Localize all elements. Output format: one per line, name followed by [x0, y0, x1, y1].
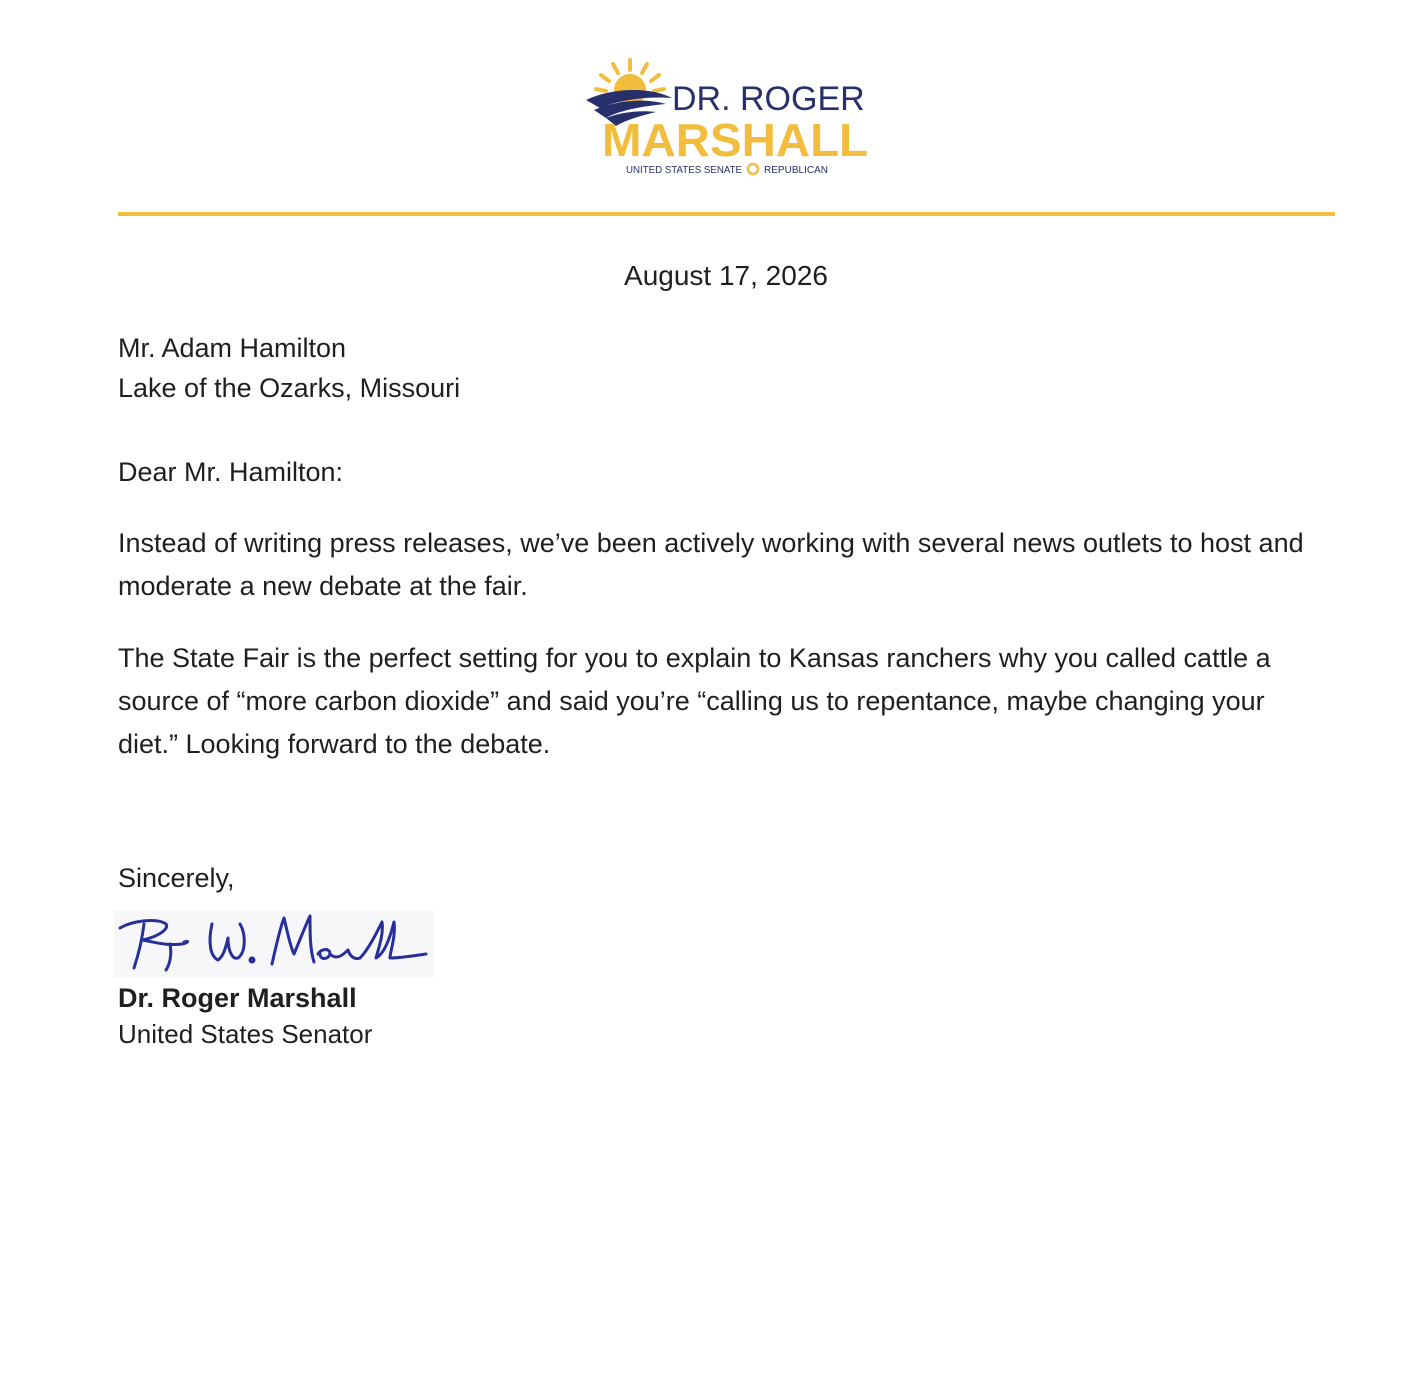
logo-line1: DR. ROGER	[672, 80, 865, 118]
letter-date: August 17, 2026	[624, 260, 828, 291]
body-paragraph-1: Instead of writing press releases, we’ve been actively working with several news outlets to host and moderate a new debate at the fair.	[118, 528, 1304, 601]
signer-name: Dr. Roger Marshall	[118, 983, 357, 1013]
logo-line2: MARSHALL	[602, 114, 868, 166]
recipient-location: Lake of the Ozarks, Missouri	[118, 373, 461, 403]
closing: Sincerely,	[118, 863, 235, 893]
recipient-name: Mr. Adam Hamilton	[118, 333, 347, 363]
campaign-logo	[580, 52, 880, 182]
recipient-block	[118, 328, 460, 408]
salutation: Dear Mr. Hamilton:	[118, 457, 344, 487]
logo-tag-right: REPUBLICAN	[764, 165, 828, 176]
handwritten-signature	[114, 910, 434, 978]
signer-title: United States Senator	[118, 1019, 373, 1049]
header-rule	[118, 212, 1335, 216]
body-paragraph-2: The State Fair is the perfect setting for you to explain to Kansas ranchers why you called cattle a source of “more carbon dioxide” and said you’re “calling us to repentance, maybe changing your diet.” Looking forward to the debate.	[118, 643, 1271, 759]
logo-tag-left: UNITED STATES SENATE	[626, 165, 743, 176]
